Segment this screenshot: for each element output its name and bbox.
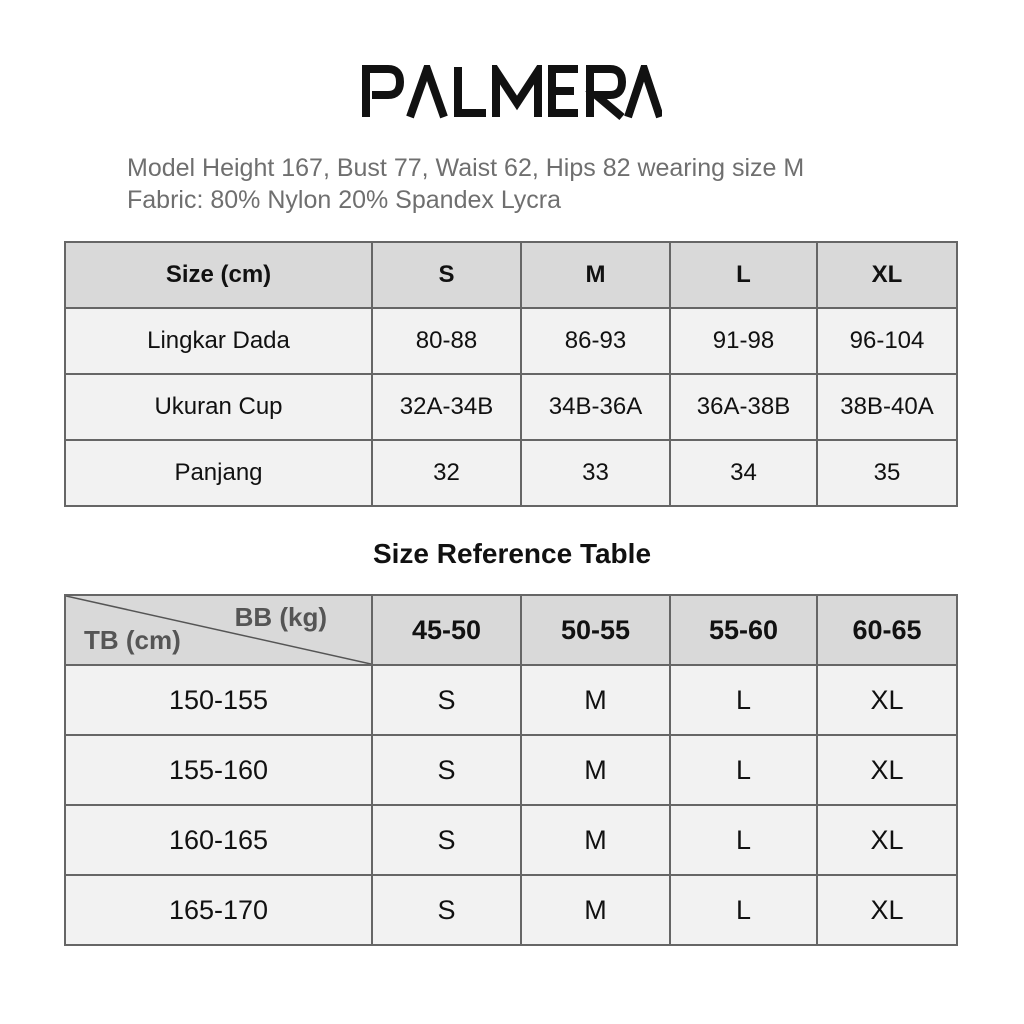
model-info-text: Model Height 167, Bust 77, Waist 62, Hips 82 wearing size M	[127, 154, 805, 182]
corner-cell	[65, 595, 372, 665]
header-cell: Size (cm)	[65, 242, 372, 308]
header-cell: 55-60	[670, 595, 817, 665]
brand-logo	[0, 58, 1024, 128]
table-cell: 91-98	[670, 308, 817, 374]
row-label: 155-160	[65, 735, 372, 805]
table-cell: 35	[817, 440, 957, 506]
header-cell: M	[521, 242, 670, 308]
table-cell: L	[670, 735, 817, 805]
header-cell: 60-65	[817, 595, 957, 665]
row-label: 160-165	[65, 805, 372, 875]
weight-axis-label: BB (kg)	[234, 602, 327, 632]
table-cell: XL	[817, 805, 957, 875]
table-cell: 32	[372, 440, 521, 506]
header-cell: 45-50	[372, 595, 521, 665]
table-cell: L	[670, 665, 817, 735]
table-cell: L	[670, 875, 817, 945]
table-row	[65, 440, 957, 506]
table-cell: S	[372, 805, 521, 875]
table-cell: XL	[817, 735, 957, 805]
table-row	[65, 374, 957, 440]
product-info	[127, 152, 804, 216]
table-row	[65, 875, 957, 945]
table-cell: S	[372, 665, 521, 735]
row-label: Ukuran Cup	[65, 374, 372, 440]
table-cell: M	[521, 735, 670, 805]
table-cell: XL	[817, 875, 957, 945]
table-row	[65, 665, 957, 735]
row-label: 150-155	[65, 665, 372, 735]
table-cell: 36A-38B	[670, 374, 817, 440]
header-cell: S	[372, 242, 521, 308]
reference-table-title: Size Reference Table	[372, 538, 652, 569]
table-cell: 34	[670, 440, 817, 506]
table-cell: 34B-36A	[521, 374, 670, 440]
table-cell: 80-88	[372, 308, 521, 374]
size-chart-table	[64, 241, 958, 507]
palmera-logo-icon	[362, 65, 662, 121]
table-cell: 33	[521, 440, 670, 506]
table-row	[65, 805, 957, 875]
table-row	[65, 735, 957, 805]
table-cell: XL	[817, 665, 957, 735]
row-label: Panjang	[65, 440, 372, 506]
table-cell: M	[521, 665, 670, 735]
size-reference-table	[64, 594, 958, 946]
table-header-row	[65, 595, 957, 665]
table-cell: M	[521, 875, 670, 945]
table-cell: S	[372, 735, 521, 805]
table-row	[65, 308, 957, 374]
header-cell: L	[670, 242, 817, 308]
row-label: Lingkar Dada	[65, 308, 372, 374]
table-cell: S	[372, 875, 521, 945]
header-cell: XL	[817, 242, 957, 308]
header-cell: 50-55	[521, 595, 670, 665]
height-axis-label: TB (cm)	[84, 625, 181, 655]
table-cell: 32A-34B	[372, 374, 521, 440]
table-cell: 96-104	[817, 308, 957, 374]
fabric-info-text: Fabric: 80% Nylon 20% Spandex Lycra	[127, 186, 562, 214]
table-cell: 38B-40A	[817, 374, 957, 440]
table-cell: M	[521, 805, 670, 875]
table-cell: 86-93	[521, 308, 670, 374]
table-header-row	[65, 242, 957, 308]
table-cell: L	[670, 805, 817, 875]
row-label: 165-170	[65, 875, 372, 945]
